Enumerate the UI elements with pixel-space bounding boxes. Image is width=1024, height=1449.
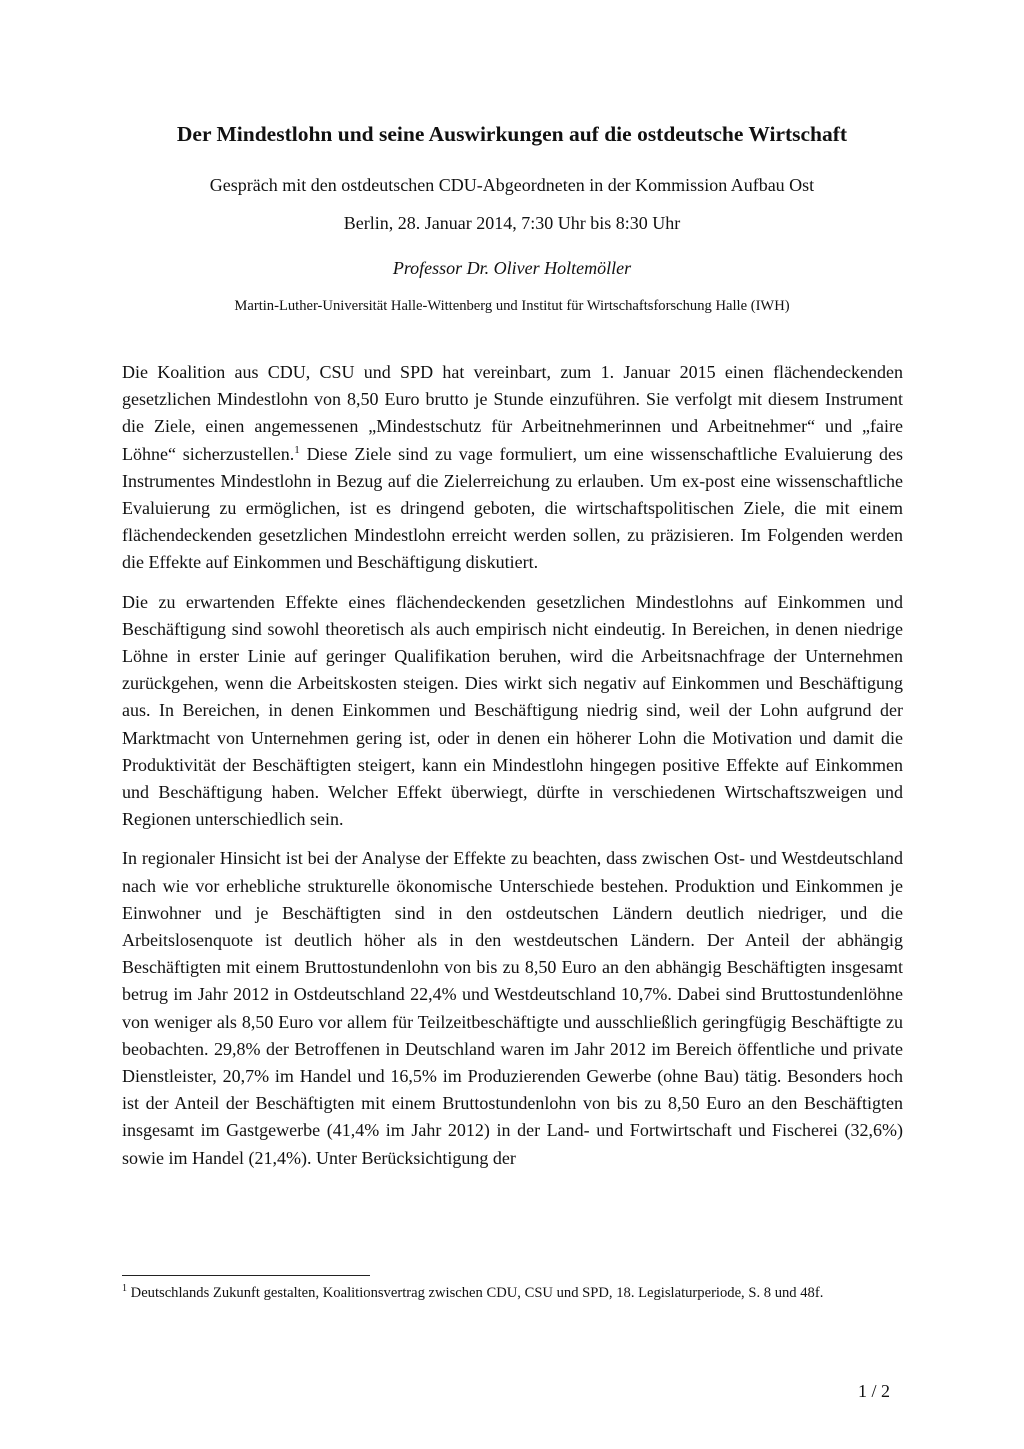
document-title: Der Mindestlohn und seine Auswirkungen auf die ostdeutsche Wirtschaft xyxy=(176,122,848,146)
date-line: Berlin, 28. Januar 2014, 7:30 Uhr bis 8:30 Uhr xyxy=(343,213,681,233)
paragraph-1-part-b: Diese Ziele sind zu vage formuliert, um eine wissenschaftliche Evaluierung des Instrumentes Mindestlohn in Bezug auf die Zielerreichung zu erlauben. Um ex-post eine wissenschaftliche Evaluierung zu ermöglichen, ist es dringend geboten, die wirtschaftspolitischen Ziele, die mit einem flächendeckenden gesetzlichen Mindestlohn erreicht werden sollen, zu präzisieren. Im Folgenden werden die Effekte auf Einkommen und Beschäftigung diskutiert. xyxy=(122,443,903,573)
paragraph-1-part-a: Die Koalition aus CDU, CSU und SPD hat vereinbart, zum 1. Januar 2015 einen flächendeckenden gesetzlichen Mindestlohn von 8,50 Euro brutto je Stunde einzuführen. Sie verfolgt mit diesem Instrument die Ziele, einen angemessenen „Mindestschutz für Arbeitnehmerinnen und Arbeitnehmer“ und „faire Löhne“ sicherzustellen. xyxy=(122,362,903,464)
paragraph-3: In regionaler Hinsicht ist bei der Analyse der Effekte zu beachten, dass zwischen Ost- und Westdeutschland nach wie vor erhebliche strukturelle ökonomische Unterschiede bestehen. Produktion und Einkommen je Einwohner und je Beschäftigten sind in den ostdeutschen Ländern deutlich niedriger, und die Arbeitslosenquote ist deutlich höher als in den westdeutschen Ländern. Der Anteil der abhängig Beschäftigten mit einem Bruttostundenlohn von bis zu 8,50 Euro an den abhängig Beschäftigten insgesamt betrug im Jahr 2012 in Ostdeutschland 22,4% und Westdeutschland 10,7%. Dabei sind Bruttostundenlöhne von weniger als 8,50 Euro vor allem für Teilzeitbeschäftigte und ausschließlich geringfügig Beschäftigte zu beobachten. 29,8% der Betroffenen in Deutschland waren im Jahr 2012 im Bereich öffentliche und private Dienstleister, 20,7% im Handel und 16,5% im Produzierenden Gewerbe (ohne Bau) tätig. Besonders hoch ist der Anteil der Beschäftigten mit einem Bruttostundenlohn von bis zu 8,50 Euro an den Beschäftigten insgesamt im Gastgewerbe (41,4% im Jahr 2012) in der Land- und Fortwirtschaft und Fischerei (32,6%) sowie im Handel (21,4%). Unter Berücksichtigung der xyxy=(122,848,903,1168)
author-name: Professor Dr. Oliver Holtemöller xyxy=(392,258,632,278)
author-affiliation: Martin-Luther-Universität Halle-Wittenberg und Institut für Wirtschaftsforschung Halle (IWH) xyxy=(234,298,790,314)
footnote-mark: 1 xyxy=(122,1283,127,1295)
footnote-text: Deutschlands Zukunft gestalten, Koalitionsvertrag zwischen CDU, CSU und SPD, 18. Legislaturperiode, S. 8 und 48f. xyxy=(127,1285,824,1301)
paragraph-2: Die zu erwartenden Effekte eines flächendeckenden gesetzlichen Mindestlohns auf Einkommen und Beschäftigung sind sowohl theoretisch als auch empirisch nicht eindeutig. In Bereichen, in denen niedrige Löhne in erster Linie auf geringer Qualifikation beruhen, wird die Arbeitsnachfrage der Unternehmen zurückgehen, wenn die Arbeitskosten steigen. Dies wirkt sich negativ auf Einkommen und Beschäftigung aus. In Bereichen, in denen Einkommen und Beschäftigung niedrig sind, weil der Lohn aufgrund der Marktmacht von Unternehmen gering ist, oder in denen ein höherer Lohn die Motivation und damit die Produktivität der Beschäftigten steigert, kann ein Mindestlohn hingegen positive Effekte auf Einkommen und Beschäftigung haben. Welcher Effekt überwiegt, dürfte in verschiedenen Wirtschaftszweigen und Regionen unterschiedlich sein. xyxy=(122,591,903,830)
footnote-reference: 1 xyxy=(294,443,300,456)
document-subtitle: Gespräch mit den ostdeutschen CDU-Abgeordneten in der Kommission Aufbau Ost xyxy=(209,175,815,195)
body-text xyxy=(122,359,903,1184)
footnote-separator xyxy=(122,1275,370,1276)
paragraph-1 xyxy=(122,359,903,577)
page-number: 1 / 2 xyxy=(858,1381,891,1401)
footnote xyxy=(122,1283,903,1303)
